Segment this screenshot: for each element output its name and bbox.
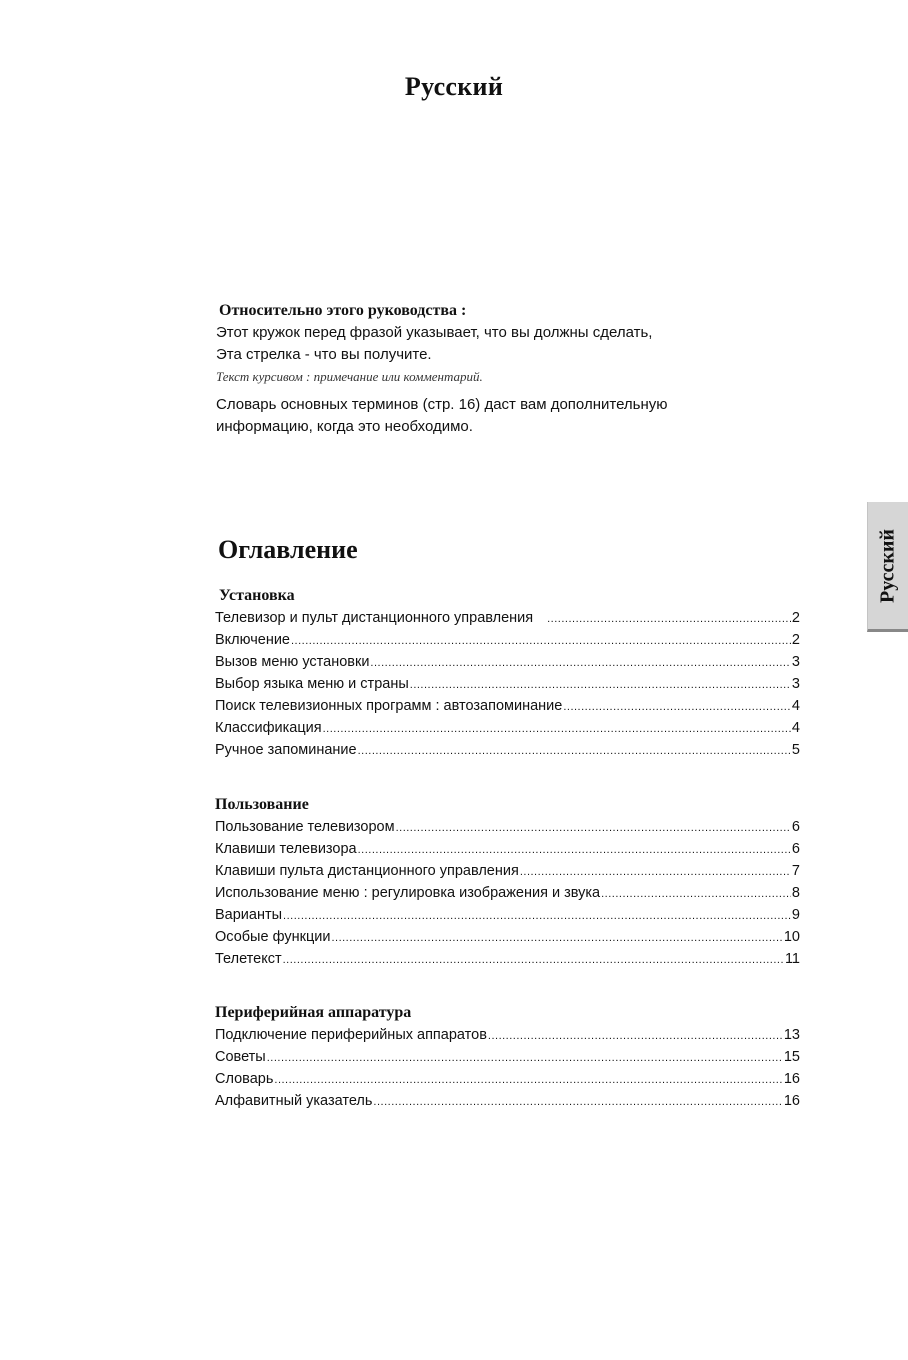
- toc-entry-text: Классификация: [215, 720, 322, 736]
- toc-entry-text: Клавиши телевизора: [215, 841, 357, 857]
- toc-entry[interactable]: [215, 1090, 800, 1112]
- toc-entry-text: Советы: [215, 1049, 266, 1065]
- toc-leader: [331, 926, 782, 948]
- toc-entry-text: Клавиши пульта дистанционного управления: [215, 863, 519, 879]
- toc-entry[interactable]: [215, 948, 800, 970]
- toc-leader: [291, 629, 791, 651]
- toc-entry-page: 7: [791, 863, 800, 879]
- toc-leader: [274, 1068, 782, 1090]
- toc-entry-page: 11: [784, 951, 800, 967]
- toc-entry-text: Словарь: [215, 1071, 274, 1087]
- toc-section-usage: [215, 795, 800, 970]
- toc-entry-page: 8: [791, 885, 800, 901]
- toc-leader: [563, 695, 791, 717]
- intro-line-2: Эта стрелка - что вы получите.: [216, 346, 432, 363]
- toc-entry[interactable]: [215, 1046, 800, 1068]
- toc-leader: [601, 882, 791, 904]
- toc-entry-page: 16: [783, 1071, 800, 1087]
- intro-heading: Относительно этого руководства :: [219, 302, 467, 319]
- toc-entry-text: Вызов меню установки: [215, 654, 370, 670]
- toc-section-peripherals: [215, 1003, 800, 1112]
- toc-entry-page: 4: [791, 698, 800, 714]
- toc-entry-text: Поиск телевизионных программ : автозапоминание: [215, 698, 563, 714]
- toc-leader: [547, 607, 791, 629]
- toc-entry[interactable]: [215, 860, 800, 882]
- toc-entry-page: 2: [791, 632, 800, 648]
- toc-leader: [358, 838, 791, 860]
- toc-entry-text: Пользование телевизором: [215, 819, 395, 835]
- toc-entry-text: Подключение периферийных аппаратов: [215, 1027, 487, 1043]
- language-side-tab: [867, 502, 908, 632]
- toc-entry-page: 3: [791, 676, 800, 692]
- toc-entry-page: 9: [791, 907, 800, 923]
- toc-entry-page: 4: [791, 720, 800, 736]
- toc-leader: [267, 1046, 783, 1068]
- toc-entry-page: 3: [791, 654, 800, 670]
- toc-section-title: Установка: [219, 587, 295, 604]
- toc-entry[interactable]: [215, 673, 800, 695]
- toc-entry[interactable]: [215, 816, 800, 838]
- intro-line-4: Словарь основных терминов (стр. 16) даст вам дополнительную: [216, 396, 668, 413]
- toc-leader: [283, 948, 784, 970]
- toc-leader: [283, 904, 791, 926]
- toc-entry-page: 10: [783, 929, 800, 945]
- toc-entry[interactable]: [215, 1024, 800, 1046]
- toc-entry-page: 15: [783, 1049, 800, 1065]
- intro-italic-note: Текст курсивом : примечание или комментарий.: [216, 369, 483, 384]
- toc-entry-text: Выбор языка меню и страны: [215, 676, 409, 692]
- side-tab-label: Русский: [876, 528, 899, 603]
- toc-leader: [396, 816, 791, 838]
- intro-block: [216, 300, 776, 438]
- toc-entry[interactable]: [215, 739, 800, 761]
- toc-entry[interactable]: [215, 717, 800, 739]
- intro-line-5: информацию, когда это необходимо.: [216, 418, 473, 435]
- toc-entry-page: 2: [791, 610, 800, 626]
- toc-entry-text: Алфавитный указатель: [215, 1093, 373, 1109]
- toc-entry[interactable]: [215, 882, 800, 904]
- toc-entry[interactable]: [215, 695, 800, 717]
- intro-line-1: Этот кружок перед фразой указывает, что вы должны сделать,: [216, 324, 653, 341]
- toc-entry-page: 13: [783, 1027, 800, 1043]
- toc-entry-page: 6: [791, 819, 800, 835]
- toc-entry-text: Телевизор и пульт дистанционного управления: [215, 610, 534, 626]
- toc-leader: [323, 717, 791, 739]
- toc-entry-page: 6: [791, 841, 800, 857]
- toc-entry-text: Особые функции: [215, 929, 331, 945]
- toc-entry-text: Варианты: [215, 907, 283, 923]
- toc-entry[interactable]: [215, 607, 800, 629]
- toc-entry[interactable]: [215, 926, 800, 948]
- toc-section-title: Периферийная аппаратура: [215, 1004, 412, 1021]
- toc-entry[interactable]: [215, 651, 800, 673]
- toc-entry[interactable]: [215, 629, 800, 651]
- toc-leader: [520, 860, 791, 882]
- toc-section-setup: [215, 586, 800, 761]
- toc-title: Оглавление: [218, 535, 358, 564]
- toc-section-title: Пользование: [215, 796, 309, 813]
- toc-entry-page: 16: [783, 1093, 800, 1109]
- toc-leader: [358, 739, 791, 761]
- toc-entry-text: Телетекст: [215, 951, 282, 967]
- toc-entry-text: Использование меню : регулировка изображения и звука: [215, 885, 601, 901]
- toc-entry[interactable]: [215, 1068, 800, 1090]
- toc-entry-page: 5: [791, 742, 800, 758]
- toc-leader: [370, 651, 791, 673]
- toc-leader: [373, 1090, 782, 1112]
- toc-entry-text: Ручное запоминание: [215, 742, 357, 758]
- page-title: Русский: [404, 72, 504, 101]
- toc-entry[interactable]: [215, 838, 800, 860]
- toc-entry-text: Включение: [215, 632, 290, 648]
- toc-entry[interactable]: [215, 904, 800, 926]
- toc-leader: [410, 673, 791, 695]
- toc-leader: [488, 1024, 783, 1046]
